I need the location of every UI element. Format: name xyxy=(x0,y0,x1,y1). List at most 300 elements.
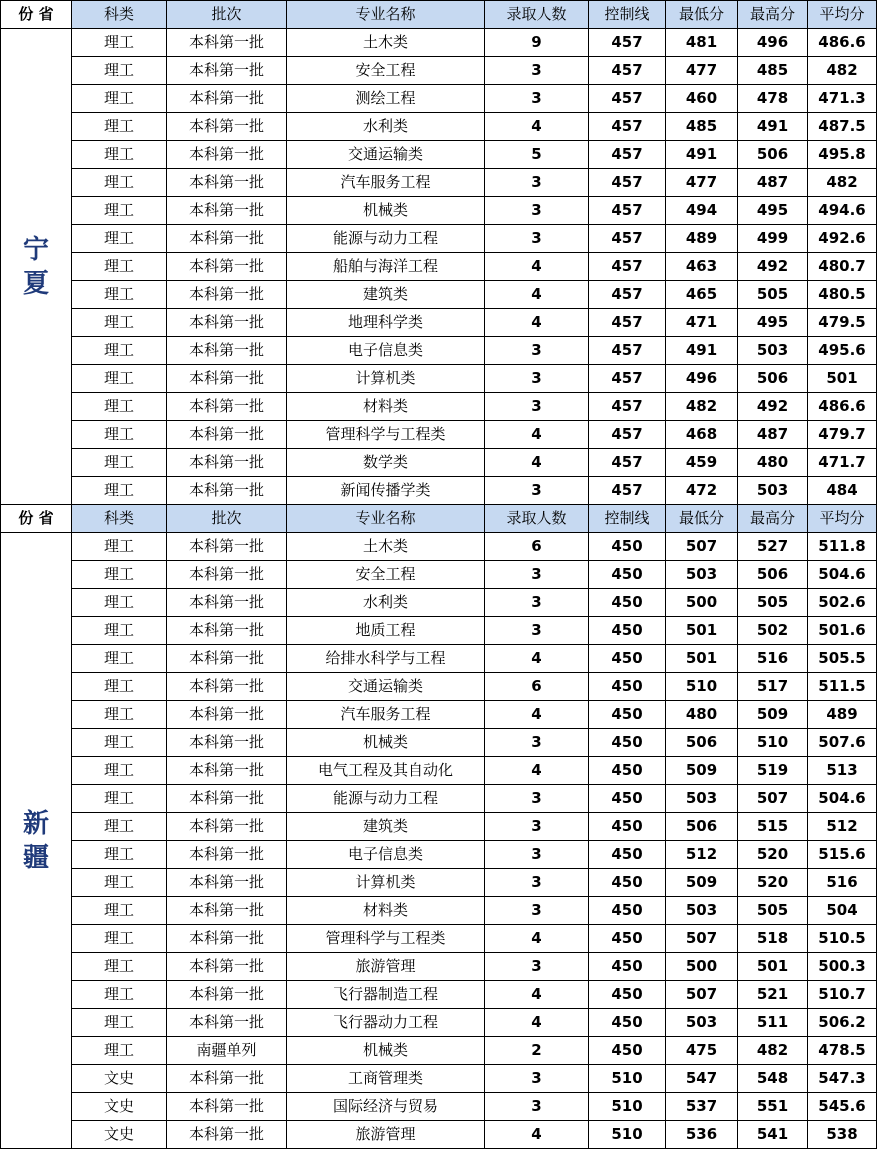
control-line-cell: 510 xyxy=(589,1093,666,1121)
avg-score-cell: 492.6 xyxy=(808,225,877,253)
major-cell: 材料类 xyxy=(287,897,485,925)
category-cell: 理工 xyxy=(72,281,167,309)
avg-score-cell: 510.7 xyxy=(808,981,877,1009)
avg-score-cell: 480.5 xyxy=(808,281,877,309)
major-cell: 交通运输类 xyxy=(287,141,485,169)
admitted-cell: 3 xyxy=(485,197,589,225)
min-score-cell: 500 xyxy=(666,589,738,617)
category-cell: 理工 xyxy=(72,57,167,85)
table-row xyxy=(1,141,877,169)
category-cell: 理工 xyxy=(72,841,167,869)
min-score-cell: 463 xyxy=(666,253,738,281)
table-row xyxy=(1,225,877,253)
control-line-cell: 457 xyxy=(589,337,666,365)
batch-cell: 本科第一批 xyxy=(167,897,287,925)
province-cell xyxy=(1,533,72,1149)
min-score-cell: 472 xyxy=(666,477,738,505)
control-line-cell: 457 xyxy=(589,281,666,309)
min-score-cell: 475 xyxy=(666,1037,738,1065)
category-cell: 理工 xyxy=(72,309,167,337)
table-row xyxy=(1,1009,877,1037)
max-score-cell: 506 xyxy=(738,365,808,393)
table-row xyxy=(1,785,877,813)
min-score-cell: 506 xyxy=(666,813,738,841)
control-line-cell: 450 xyxy=(589,533,666,561)
admitted-cell: 3 xyxy=(485,729,589,757)
min-score-cell: 494 xyxy=(666,197,738,225)
min-score-cell: 503 xyxy=(666,1009,738,1037)
category-cell: 理工 xyxy=(72,925,167,953)
category-cell: 理工 xyxy=(72,253,167,281)
admitted-cell: 3 xyxy=(485,813,589,841)
batch-cell: 本科第一批 xyxy=(167,57,287,85)
major-cell: 汽车服务工程 xyxy=(287,169,485,197)
category-cell: 理工 xyxy=(72,701,167,729)
batch-cell: 本科第一批 xyxy=(167,813,287,841)
category-cell: 理工 xyxy=(72,225,167,253)
batch-cell: 本科第一批 xyxy=(167,29,287,57)
category-cell: 理工 xyxy=(72,113,167,141)
category-cell: 理工 xyxy=(72,141,167,169)
major-cell: 管理科学与工程类 xyxy=(287,925,485,953)
table-row xyxy=(1,393,877,421)
header-row xyxy=(1,1,877,29)
control-line-cell: 457 xyxy=(589,197,666,225)
control-line-cell: 457 xyxy=(589,309,666,337)
table-row xyxy=(1,897,877,925)
max-score-cell: 487 xyxy=(738,169,808,197)
category-cell: 理工 xyxy=(72,589,167,617)
avg-score-cell: 486.6 xyxy=(808,29,877,57)
table-row xyxy=(1,617,877,645)
column-header: 科类 xyxy=(72,1,167,29)
avg-score-cell: 480.7 xyxy=(808,253,877,281)
avg-score-cell: 471.7 xyxy=(808,449,877,477)
category-cell: 理工 xyxy=(72,393,167,421)
table-row xyxy=(1,869,877,897)
admitted-cell: 3 xyxy=(485,57,589,85)
min-score-cell: 496 xyxy=(666,365,738,393)
table-row xyxy=(1,981,877,1009)
batch-cell: 本科第一批 xyxy=(167,197,287,225)
admitted-cell: 3 xyxy=(485,785,589,813)
control-line-cell: 457 xyxy=(589,449,666,477)
column-header: 最高分 xyxy=(738,505,808,533)
header-row xyxy=(1,505,877,533)
min-score-cell: 501 xyxy=(666,617,738,645)
control-line-cell: 450 xyxy=(589,589,666,617)
max-score-cell: 509 xyxy=(738,701,808,729)
major-cell: 电子信息类 xyxy=(287,841,485,869)
table-row xyxy=(1,281,877,309)
min-score-cell: 460 xyxy=(666,85,738,113)
major-cell: 给排水科学与工程 xyxy=(287,645,485,673)
batch-cell: 本科第一批 xyxy=(167,225,287,253)
province-char: 夏 xyxy=(22,268,49,299)
batch-cell: 本科第一批 xyxy=(167,365,287,393)
batch-cell: 本科第一批 xyxy=(167,589,287,617)
control-line-cell: 457 xyxy=(589,365,666,393)
batch-cell: 本科第一批 xyxy=(167,113,287,141)
control-line-cell: 450 xyxy=(589,981,666,1009)
avg-score-cell: 479.7 xyxy=(808,421,877,449)
table-row xyxy=(1,561,877,589)
major-cell: 建筑类 xyxy=(287,813,485,841)
batch-cell: 本科第一批 xyxy=(167,421,287,449)
avg-score-cell: 479.5 xyxy=(808,309,877,337)
major-cell: 水利类 xyxy=(287,589,485,617)
max-score-cell: 492 xyxy=(738,393,808,421)
batch-cell: 本科第一批 xyxy=(167,309,287,337)
table-row xyxy=(1,1121,877,1149)
control-line-cell: 457 xyxy=(589,85,666,113)
control-line-cell: 450 xyxy=(589,869,666,897)
category-cell: 理工 xyxy=(72,533,167,561)
category-cell: 理工 xyxy=(72,449,167,477)
max-score-cell: 520 xyxy=(738,869,808,897)
admitted-cell: 3 xyxy=(485,897,589,925)
table-row xyxy=(1,757,877,785)
admitted-cell: 6 xyxy=(485,533,589,561)
max-score-cell: 499 xyxy=(738,225,808,253)
batch-cell: 本科第一批 xyxy=(167,85,287,113)
major-cell: 工商管理类 xyxy=(287,1065,485,1093)
column-header: 科类 xyxy=(72,505,167,533)
table-body xyxy=(1,1,877,1149)
batch-cell: 本科第一批 xyxy=(167,925,287,953)
table-row xyxy=(1,813,877,841)
category-cell: 理工 xyxy=(72,645,167,673)
avg-score-cell: 501 xyxy=(808,365,877,393)
province-cell xyxy=(1,29,72,505)
batch-cell: 本科第一批 xyxy=(167,645,287,673)
table-row xyxy=(1,701,877,729)
max-score-cell: 518 xyxy=(738,925,808,953)
max-score-cell: 505 xyxy=(738,589,808,617)
column-header: 批次 xyxy=(167,1,287,29)
max-score-cell: 495 xyxy=(738,309,808,337)
admitted-cell: 6 xyxy=(485,673,589,701)
major-cell: 旅游管理 xyxy=(287,1121,485,1149)
max-score-cell: 495 xyxy=(738,197,808,225)
category-cell: 文史 xyxy=(72,1121,167,1149)
admitted-cell: 3 xyxy=(485,617,589,645)
admitted-cell: 4 xyxy=(485,1009,589,1037)
batch-cell: 本科第一批 xyxy=(167,477,287,505)
batch-cell: 本科第一批 xyxy=(167,169,287,197)
max-score-cell: 551 xyxy=(738,1093,808,1121)
category-cell: 理工 xyxy=(72,953,167,981)
max-score-cell: 510 xyxy=(738,729,808,757)
min-score-cell: 477 xyxy=(666,169,738,197)
category-cell: 理工 xyxy=(72,1009,167,1037)
major-cell: 新闻传播学类 xyxy=(287,477,485,505)
max-score-cell: 478 xyxy=(738,85,808,113)
batch-cell: 本科第一批 xyxy=(167,981,287,1009)
batch-cell: 本科第一批 xyxy=(167,1121,287,1149)
max-score-cell: 505 xyxy=(738,897,808,925)
max-score-cell: 506 xyxy=(738,561,808,589)
major-cell: 数学类 xyxy=(287,449,485,477)
table-row xyxy=(1,953,877,981)
major-cell: 地理科学类 xyxy=(287,309,485,337)
min-score-cell: 465 xyxy=(666,281,738,309)
admitted-cell: 4 xyxy=(485,645,589,673)
major-cell: 土木类 xyxy=(287,533,485,561)
category-cell: 理工 xyxy=(72,85,167,113)
avg-score-cell: 511.8 xyxy=(808,533,877,561)
batch-cell: 本科第一批 xyxy=(167,337,287,365)
province-char: 宁 xyxy=(22,234,49,265)
batch-cell: 本科第一批 xyxy=(167,729,287,757)
column-header: 最低分 xyxy=(666,1,738,29)
admitted-cell: 3 xyxy=(485,953,589,981)
avg-score-cell: 489 xyxy=(808,701,877,729)
category-cell: 理工 xyxy=(72,365,167,393)
admitted-cell: 3 xyxy=(485,869,589,897)
column-header: 录取人数 xyxy=(485,505,589,533)
min-score-cell: 480 xyxy=(666,701,738,729)
table-row xyxy=(1,29,877,57)
category-cell: 理工 xyxy=(72,729,167,757)
table-row xyxy=(1,57,877,85)
batch-cell: 本科第一批 xyxy=(167,673,287,701)
max-score-cell: 519 xyxy=(738,757,808,785)
major-cell: 安全工程 xyxy=(287,561,485,589)
batch-cell: 本科第一批 xyxy=(167,617,287,645)
table-row xyxy=(1,85,877,113)
admitted-cell: 3 xyxy=(485,85,589,113)
max-score-cell: 492 xyxy=(738,253,808,281)
control-line-cell: 450 xyxy=(589,645,666,673)
batch-cell: 本科第一批 xyxy=(167,141,287,169)
major-cell: 汽车服务工程 xyxy=(287,701,485,729)
table-row xyxy=(1,169,877,197)
max-score-cell: 516 xyxy=(738,645,808,673)
column-header: 控制线 xyxy=(589,1,666,29)
avg-score-cell: 501.6 xyxy=(808,617,877,645)
category-cell: 理工 xyxy=(72,169,167,197)
batch-cell: 本科第一批 xyxy=(167,1065,287,1093)
category-cell: 理工 xyxy=(72,561,167,589)
max-score-cell: 521 xyxy=(738,981,808,1009)
min-score-cell: 500 xyxy=(666,953,738,981)
avg-score-cell: 516 xyxy=(808,869,877,897)
major-cell: 飞行器制造工程 xyxy=(287,981,485,1009)
batch-cell: 本科第一批 xyxy=(167,1093,287,1121)
max-score-cell: 511 xyxy=(738,1009,808,1037)
admitted-cell: 4 xyxy=(485,281,589,309)
admitted-cell: 4 xyxy=(485,113,589,141)
column-header: 录取人数 xyxy=(485,1,589,29)
admitted-cell: 4 xyxy=(485,925,589,953)
admitted-cell: 4 xyxy=(485,449,589,477)
control-line-cell: 450 xyxy=(589,729,666,757)
admitted-cell: 4 xyxy=(485,309,589,337)
category-cell: 理工 xyxy=(72,981,167,1009)
admitted-cell: 9 xyxy=(485,29,589,57)
province-char: 疆 xyxy=(22,842,49,873)
table-row xyxy=(1,589,877,617)
avg-score-cell: 486.6 xyxy=(808,393,877,421)
min-score-cell: 507 xyxy=(666,981,738,1009)
min-score-cell: 459 xyxy=(666,449,738,477)
control-line-cell: 510 xyxy=(589,1065,666,1093)
avg-score-cell: 471.3 xyxy=(808,85,877,113)
control-line-cell: 450 xyxy=(589,897,666,925)
major-cell: 飞行器动力工程 xyxy=(287,1009,485,1037)
table-row xyxy=(1,1037,877,1065)
max-score-cell: 496 xyxy=(738,29,808,57)
control-line-cell: 457 xyxy=(589,421,666,449)
table-row xyxy=(1,197,877,225)
table-row xyxy=(1,729,877,757)
control-line-cell: 450 xyxy=(589,925,666,953)
admitted-cell: 4 xyxy=(485,701,589,729)
control-line-cell: 450 xyxy=(589,673,666,701)
control-line-cell: 450 xyxy=(589,561,666,589)
min-score-cell: 491 xyxy=(666,141,738,169)
min-score-cell: 501 xyxy=(666,645,738,673)
control-line-cell: 510 xyxy=(589,1121,666,1149)
max-score-cell: 491 xyxy=(738,113,808,141)
max-score-cell: 482 xyxy=(738,1037,808,1065)
table-row xyxy=(1,477,877,505)
column-header: 平均分 xyxy=(808,505,877,533)
avg-score-cell: 504.6 xyxy=(808,561,877,589)
control-line-cell: 450 xyxy=(589,785,666,813)
batch-cell: 本科第一批 xyxy=(167,953,287,981)
control-line-cell: 450 xyxy=(589,617,666,645)
table-row xyxy=(1,533,877,561)
avg-score-cell: 482 xyxy=(808,57,877,85)
admitted-cell: 4 xyxy=(485,1121,589,1149)
major-cell: 机械类 xyxy=(287,197,485,225)
major-cell: 测绘工程 xyxy=(287,85,485,113)
control-line-cell: 450 xyxy=(589,813,666,841)
max-score-cell: 485 xyxy=(738,57,808,85)
column-header: 平均分 xyxy=(808,1,877,29)
category-cell: 理工 xyxy=(72,897,167,925)
control-line-cell: 450 xyxy=(589,757,666,785)
max-score-cell: 541 xyxy=(738,1121,808,1149)
batch-cell: 本科第一批 xyxy=(167,1009,287,1037)
admitted-cell: 5 xyxy=(485,141,589,169)
control-line-cell: 457 xyxy=(589,141,666,169)
max-score-cell: 502 xyxy=(738,617,808,645)
column-header: 份 省 xyxy=(1,505,72,533)
batch-cell: 本科第一批 xyxy=(167,449,287,477)
major-cell: 材料类 xyxy=(287,393,485,421)
category-cell: 理工 xyxy=(72,869,167,897)
category-cell: 理工 xyxy=(72,757,167,785)
min-score-cell: 481 xyxy=(666,29,738,57)
avg-score-cell: 507.6 xyxy=(808,729,877,757)
min-score-cell: 506 xyxy=(666,729,738,757)
batch-cell: 本科第一批 xyxy=(167,785,287,813)
column-header: 专业名称 xyxy=(287,1,485,29)
batch-cell: 本科第一批 xyxy=(167,841,287,869)
avg-score-cell: 502.6 xyxy=(808,589,877,617)
batch-cell: 本科第一批 xyxy=(167,757,287,785)
category-cell: 理工 xyxy=(72,29,167,57)
min-score-cell: 489 xyxy=(666,225,738,253)
avg-score-cell: 495.8 xyxy=(808,141,877,169)
control-line-cell: 457 xyxy=(589,169,666,197)
min-score-cell: 485 xyxy=(666,113,738,141)
avg-score-cell: 500.3 xyxy=(808,953,877,981)
province-char: 新 xyxy=(22,808,49,839)
min-score-cell: 503 xyxy=(666,897,738,925)
admitted-cell: 3 xyxy=(485,365,589,393)
major-cell: 船舶与海洋工程 xyxy=(287,253,485,281)
avg-score-cell: 511.5 xyxy=(808,673,877,701)
control-line-cell: 457 xyxy=(589,477,666,505)
major-cell: 机械类 xyxy=(287,729,485,757)
table-row xyxy=(1,449,877,477)
major-cell: 计算机类 xyxy=(287,869,485,897)
max-score-cell: 527 xyxy=(738,533,808,561)
avg-score-cell: 547.3 xyxy=(808,1065,877,1093)
min-score-cell: 507 xyxy=(666,925,738,953)
min-score-cell: 536 xyxy=(666,1121,738,1149)
avg-score-cell: 538 xyxy=(808,1121,877,1149)
admitted-cell: 3 xyxy=(485,589,589,617)
min-score-cell: 503 xyxy=(666,561,738,589)
avg-score-cell: 515.6 xyxy=(808,841,877,869)
admitted-cell: 3 xyxy=(485,841,589,869)
max-score-cell: 503 xyxy=(738,337,808,365)
batch-cell: 南疆单列 xyxy=(167,1037,287,1065)
admitted-cell: 3 xyxy=(485,225,589,253)
min-score-cell: 477 xyxy=(666,57,738,85)
column-header: 最低分 xyxy=(666,505,738,533)
table-row xyxy=(1,925,877,953)
admitted-cell: 3 xyxy=(485,477,589,505)
category-cell: 理工 xyxy=(72,1037,167,1065)
table-row xyxy=(1,113,877,141)
control-line-cell: 457 xyxy=(589,29,666,57)
avg-score-cell: 494.6 xyxy=(808,197,877,225)
batch-cell: 本科第一批 xyxy=(167,869,287,897)
admitted-cell: 3 xyxy=(485,169,589,197)
avg-score-cell: 495.6 xyxy=(808,337,877,365)
category-cell: 理工 xyxy=(72,477,167,505)
admitted-cell: 2 xyxy=(485,1037,589,1065)
category-cell: 理工 xyxy=(72,785,167,813)
avg-score-cell: 505.5 xyxy=(808,645,877,673)
admitted-cell: 3 xyxy=(485,1093,589,1121)
control-line-cell: 450 xyxy=(589,953,666,981)
admitted-cell: 3 xyxy=(485,337,589,365)
max-score-cell: 507 xyxy=(738,785,808,813)
control-line-cell: 450 xyxy=(589,1037,666,1065)
min-score-cell: 482 xyxy=(666,393,738,421)
major-cell: 管理科学与工程类 xyxy=(287,421,485,449)
category-cell: 理工 xyxy=(72,673,167,701)
avg-score-cell: 506.2 xyxy=(808,1009,877,1037)
major-cell: 国际经济与贸易 xyxy=(287,1093,485,1121)
avg-score-cell: 512 xyxy=(808,813,877,841)
category-cell: 理工 xyxy=(72,421,167,449)
table-row xyxy=(1,253,877,281)
category-cell: 文史 xyxy=(72,1093,167,1121)
min-score-cell: 509 xyxy=(666,869,738,897)
avg-score-cell: 482 xyxy=(808,169,877,197)
category-cell: 理工 xyxy=(72,617,167,645)
major-cell: 能源与动力工程 xyxy=(287,225,485,253)
min-score-cell: 510 xyxy=(666,673,738,701)
